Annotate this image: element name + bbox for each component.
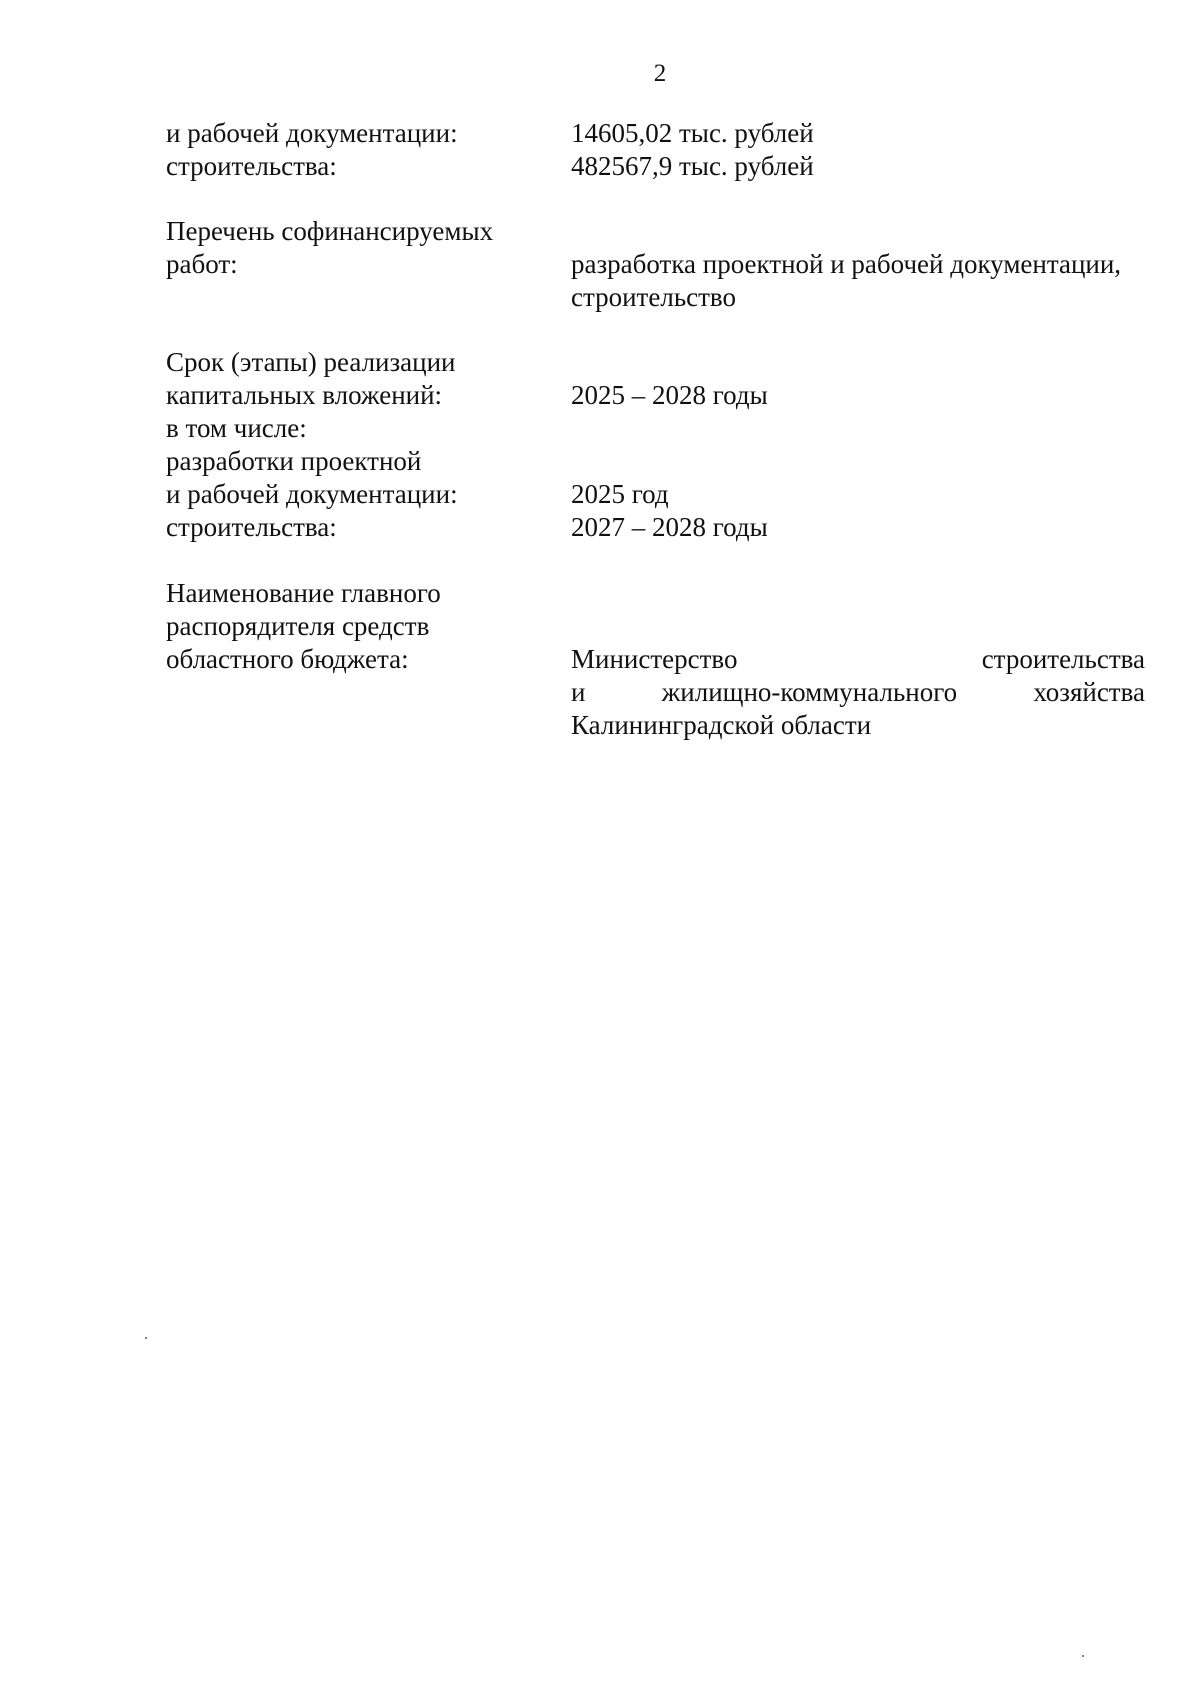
- ministry-word: строительства: [981, 644, 1145, 674]
- label-cofinanced-works-2: работ:: [166, 249, 238, 279]
- label-cofinanced-works-1: Перечень софинансируемых: [166, 216, 494, 246]
- label-period-1: Срок (этапы) реализации: [166, 347, 456, 377]
- value-ministry-line-1: [571, 643, 1145, 675]
- label-including: в том числе:: [166, 413, 307, 443]
- value-period-total: 2025 – 2028 годы: [571, 380, 768, 410]
- label-administrator-1: Наименование главного: [166, 578, 441, 608]
- scan-speck: [1082, 1655, 1084, 1657]
- label-period-2: капитальных вложений:: [166, 380, 443, 410]
- label-design-docs: и рабочей документации:: [166, 118, 458, 148]
- page-number: 2: [653, 60, 667, 87]
- label-construction-period: строительства:: [166, 512, 337, 542]
- ministry-word: хозяйства: [1033, 677, 1145, 707]
- value-design-docs-cost: 14605,02 тыс. рублей: [571, 118, 814, 148]
- value-ministry-line-3: Калининградской области: [571, 710, 872, 740]
- ministry-word: и: [571, 677, 586, 707]
- scan-speck: [145, 1337, 147, 1339]
- value-cofinanced-works-2: строительство: [571, 282, 736, 312]
- label-construction: строительства:: [166, 151, 337, 181]
- value-cofinanced-works-1: разработка проектной и рабочей документации,: [571, 249, 1122, 279]
- value-ministry-line-2: [571, 676, 1145, 708]
- label-design-docs-period: и рабочей документации:: [166, 479, 458, 509]
- label-administrator-2: распорядителя средств: [166, 611, 430, 641]
- ministry-word: Министерство: [571, 644, 738, 674]
- label-administrator-3: областного бюджета:: [166, 644, 409, 674]
- value-construction-cost: 482567,9 тыс. рублей: [571, 151, 814, 181]
- ministry-word: жилищно-коммунального: [661, 677, 958, 707]
- value-design-period: 2025 год: [571, 479, 669, 509]
- label-design-dev: разработки проектной: [166, 446, 422, 476]
- value-construction-period: 2027 – 2028 годы: [571, 512, 768, 542]
